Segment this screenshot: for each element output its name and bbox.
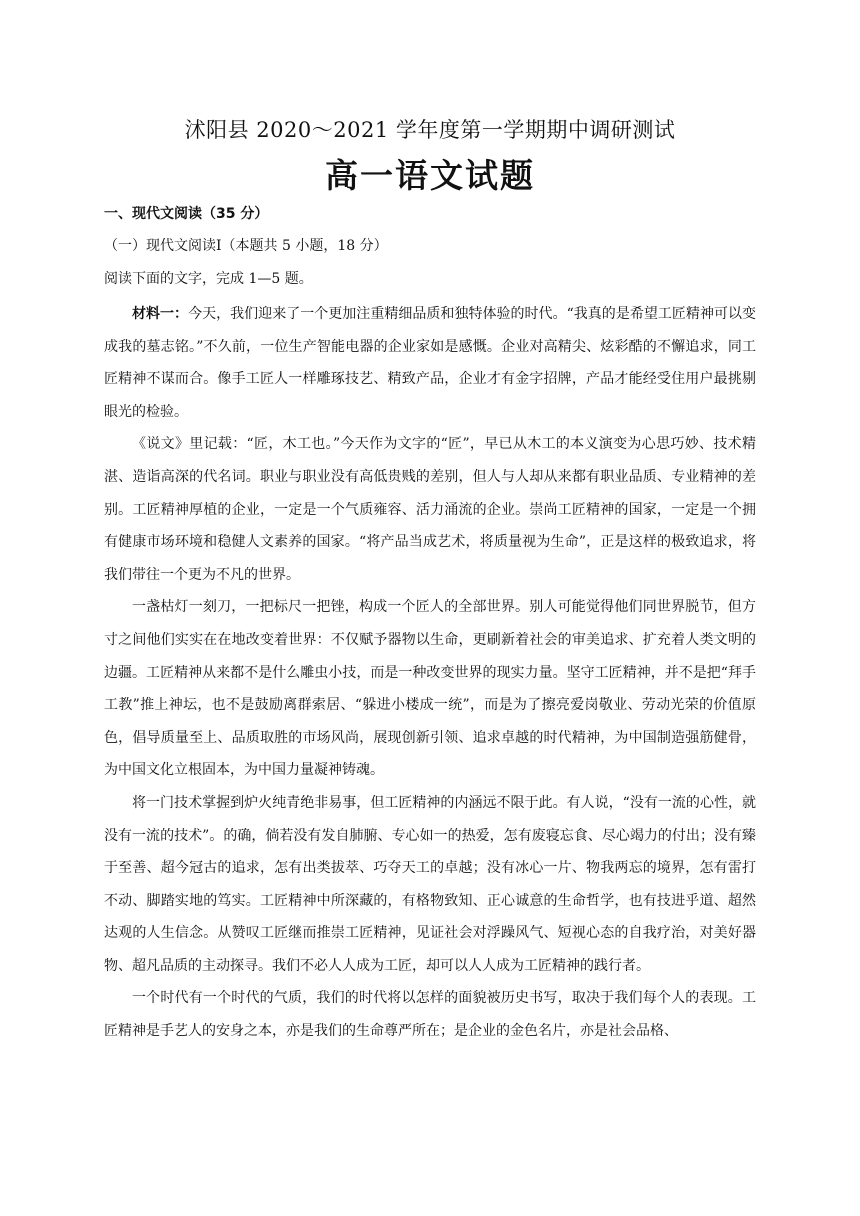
exam-title: 沭阳县 2020～2021 学年度第一学期期中调研测试 (184, 118, 676, 142)
paragraph-text: 今天，我们迎来了一个更加注重精细品质和独特体验的时代。“我真的是希望工匠精神可以变成我的墓志铭。”不久前，一位生产智能电器的企业家如是感慨。企业对高精尖、炫彩酷的不懈追求，同工匠精神不谋而合。像手工匠人一样雕琢技艺、精致产品，企业才有金字招牌，产品才能经受住用户最挑剔眼光的检验。 (104, 306, 756, 420)
reading-passage (104, 298, 756, 1048)
passage-paragraph-1 (104, 298, 756, 428)
passage-paragraph-5: 一个时代有一个时代的气质，我们的时代将以怎样的面貌被历史书写，取决于我们每个人的表现。工匠精神是手艺人的安身之本，亦是我们的生命尊严所在；是企业的金色名片，亦是社会品格、 (104, 990, 756, 1040)
passage-paragraph-4: 将一门技术掌握到炉火纯青绝非易事，但工匠精神的内涵远不限于此。有人说，“没有一流的心性，就没有一流的技术”。的确，倘若没有发自肺腑、专心如一的热爱，怎有废寝忘食、尽心竭力的付出；没有臻于至善、超今冠古的追求，怎有出类拔萃、巧夺天工的卓越；没有冰心一片、物我两忘的境界，怎有雷打不动、脚踏实地的笃实。工匠精神中所深藏的，有格物致知、正心诚意的生命哲学，也有技进乎道、超然达观的人生信念。从赞叹工匠继而推崇工匠精神，见证社会对浮躁风气、短视心态的自我疗治，对美好器物、超凡品质的主动探寻。我们不必人人成为工匠，却可以人人成为工匠精神的践行者。 (104, 794, 756, 974)
section-heading: 一、现代文阅读（35 分） (104, 206, 269, 222)
material-label: 材料一： (132, 306, 189, 322)
passage-paragraph-3: 一盏枯灯一刻刀，一把标尺一把锉，构成一个匠人的全部世界。别人可能觉得他们同世界脱节，但方寸之间他们实实在在地改变着世界：不仅赋予器物以生命，更刷新着社会的审美追求、扩充着人类文明的边疆。工匠精神从来都不是什么雕虫小技，而是一种改变世界的现实力量。坚守工匠精神，并不是把“拜手工教”推上神坛，也不是鼓励离群索居、“躲进小楼成一统”，而是为了擦亮爱岗敬业、劳动光荣的价值原色，倡导质量至上、品质取胜的市场风尚，展现创新引领、追求卓越的时代精神，为中国制造强筋健骨，为中国文化立根固本，为中国力量凝神铸魂。 (104, 599, 756, 779)
reading-instruction: 阅读下面的文字，完成 1—5 题。 (104, 271, 313, 287)
subsection-heading: （一）现代文阅读Ⅰ（本题共 5 小题，18 分） (104, 238, 388, 254)
paper-title: 高一语文试题 (325, 156, 535, 195)
passage-paragraph-2: 《说文》里记载：“匠，木工也。”今天作为文字的“匠”，早已从木工的本义演变为心思巧妙、技术精湛、造诣高深的代名词。职业与职业没有高低贵贱的差别，但人与人却从来都有职业品质、专业精神的差别。工匠精神厚植的企业，一定是一个气质雍容、活力涌流的企业。崇尚工匠精神的国家，一定是一个拥有健康市场环境和稳健人文素养的国家。“将产品当成艺术，将质量视为生命”，正是这样的极致追求，将我们带往一个更为不凡的世界。 (104, 436, 756, 583)
